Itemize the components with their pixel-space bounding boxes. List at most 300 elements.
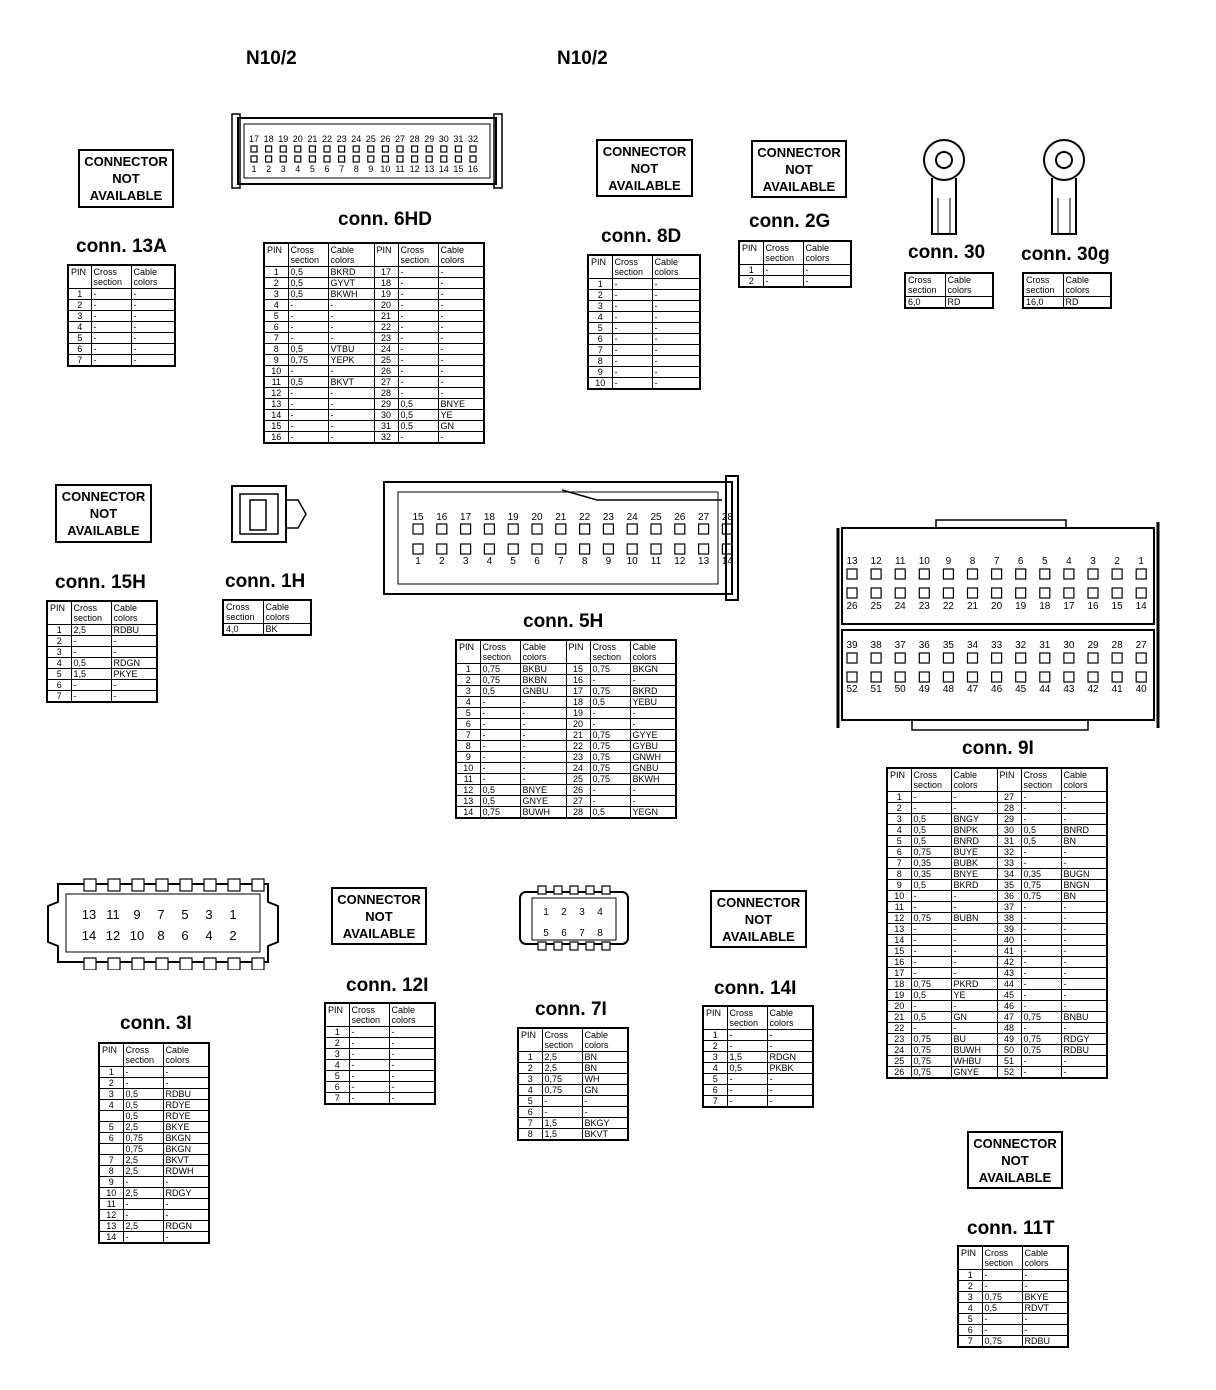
table-cell: -	[438, 366, 484, 377]
table-cell: 25	[374, 355, 398, 366]
pin-number-label: 12	[870, 556, 882, 567]
table-cell: -	[288, 410, 328, 421]
table-cell: -	[480, 774, 520, 785]
pin-cavity	[461, 544, 471, 554]
table-row	[887, 957, 1107, 968]
pin-number-label: 10	[918, 556, 930, 567]
table-row	[588, 367, 700, 378]
table-cell: -	[520, 741, 566, 752]
table-cell: -	[71, 680, 111, 691]
pin-number-label: 28	[409, 134, 420, 144]
table-cell: 0,5	[911, 990, 951, 1001]
col-header-pin: PIN	[566, 640, 590, 664]
table-row	[887, 858, 1107, 869]
table-cell	[99, 1111, 123, 1122]
table-cell: -	[1061, 935, 1107, 946]
pin-cavity	[919, 588, 929, 598]
table-row	[68, 344, 175, 355]
pin-number-label: 13	[698, 556, 710, 567]
table-cell: 0,5	[911, 880, 951, 891]
table-cell: 7	[958, 1336, 982, 1348]
table-cell: 29	[997, 814, 1021, 825]
table-cell: BKBU	[520, 664, 566, 675]
table-cell: -	[1021, 990, 1061, 1001]
pin-cavity	[441, 146, 447, 152]
table-row	[264, 432, 484, 444]
table-cell: 18	[566, 697, 590, 708]
table-cell: 0,75	[123, 1144, 163, 1155]
pin-cavity	[156, 958, 168, 970]
pin-number-label: 41	[1111, 684, 1123, 695]
table-cell: -	[1021, 924, 1061, 935]
table-cell: YEPK	[328, 355, 374, 366]
col-header-pin: PIN	[99, 1043, 123, 1067]
table-cell: 0,75	[480, 675, 520, 686]
table-row	[99, 1067, 209, 1078]
pin-table-3I	[98, 1042, 210, 1244]
table-cell: 7	[887, 858, 911, 869]
table-cell: 0,75	[590, 730, 630, 741]
table-cell: 24	[566, 763, 590, 774]
table-cell: RD	[945, 297, 993, 309]
table-cell: -	[71, 691, 111, 703]
table-cell: 38	[997, 913, 1021, 924]
title-9I: conn. 9I	[962, 738, 1034, 759]
table-cell: 2	[958, 1281, 982, 1292]
pin-number-label: 2	[266, 164, 272, 174]
col-header-colors: Cable colors	[1063, 273, 1111, 297]
pin-cavity	[470, 146, 476, 152]
pin-number-label: 36	[918, 640, 930, 651]
pin-cavity	[943, 672, 953, 682]
table-cell: 5	[518, 1096, 542, 1107]
pin-cavity	[992, 672, 1002, 682]
table-cell: -	[652, 334, 700, 345]
table-cell: -	[1061, 1056, 1107, 1067]
col-header-cross: Cross section	[982, 1246, 1022, 1270]
col-header-cross: Cross section	[911, 768, 951, 792]
table-cell: -	[163, 1078, 209, 1089]
pin-cavity	[603, 544, 613, 554]
table-cell: 19	[566, 708, 590, 719]
pin-number-label: 7	[579, 928, 585, 939]
table-cell: -	[288, 322, 328, 333]
col-header-pin: PIN	[325, 1003, 349, 1027]
table-cell: 1	[588, 279, 612, 290]
table-cell: -	[480, 752, 520, 763]
pin-cavity	[228, 958, 240, 970]
table-cell: -	[131, 311, 175, 322]
table-cell: -	[612, 312, 652, 323]
pin-cavity	[651, 524, 661, 534]
table-row	[99, 1188, 209, 1199]
pin-cavity	[437, 544, 447, 554]
pin-number-label: 3	[462, 556, 469, 567]
table-row	[264, 410, 484, 421]
pin-cavity	[919, 569, 929, 579]
table-cell: 16	[264, 432, 288, 444]
table-cell: -	[767, 1085, 813, 1096]
table-cell: BNRD	[1061, 825, 1107, 836]
pin-cavity	[309, 156, 315, 162]
table-cell: -	[398, 267, 438, 278]
table-cell: 4	[47, 658, 71, 669]
table-cell: 29	[374, 399, 398, 410]
table-cell: 10	[456, 763, 480, 774]
pin-cavity	[339, 156, 345, 162]
table-row	[456, 686, 676, 697]
table-cell: -	[951, 891, 997, 902]
table-cell: -	[612, 290, 652, 301]
pin-cavity	[895, 569, 905, 579]
table-cell: 0,75	[911, 979, 951, 990]
table-cell: 4	[958, 1303, 982, 1314]
table-cell: 1	[703, 1030, 727, 1041]
table-cell: 26	[566, 785, 590, 796]
table-cell: -	[438, 388, 484, 399]
table-cell: -	[328, 421, 374, 432]
table-cell: 6	[456, 719, 480, 730]
pin-table	[738, 240, 852, 288]
table-row	[99, 1078, 209, 1089]
table-row	[1023, 297, 1111, 309]
pin-number-label: 29	[424, 134, 435, 144]
table-cell: 15	[566, 664, 590, 675]
table-cell: BUBK	[951, 858, 997, 869]
pin-cavity	[1016, 653, 1026, 663]
pin-number-label: 11	[650, 556, 662, 567]
pin-cavity	[968, 588, 978, 598]
pin-number-label: 15	[1111, 601, 1123, 612]
table-cell: BNRD	[951, 836, 997, 847]
pin-table-11T	[957, 1245, 1069, 1348]
table-cell: 0,75	[1021, 1034, 1061, 1045]
table-row	[99, 1144, 209, 1155]
pin-cavity	[252, 958, 264, 970]
table-cell: -	[288, 366, 328, 377]
table-cell: 48	[997, 1023, 1021, 1034]
table-row	[703, 1063, 813, 1074]
table-cell: -	[612, 345, 652, 356]
table-cell: 0,75	[1021, 1012, 1061, 1023]
table-row	[47, 658, 157, 669]
pin-number-label: 12	[409, 164, 420, 174]
table-cell: -	[911, 957, 951, 968]
table-cell: -	[131, 322, 175, 333]
table-cell: GYYE	[630, 730, 676, 741]
table-cell: 0,75	[288, 355, 328, 366]
table-cell: -	[389, 1060, 435, 1071]
table-cell: GN	[582, 1085, 628, 1096]
pin-cavity	[382, 156, 388, 162]
table-cell: RDGN	[111, 658, 157, 669]
table-cell: 9	[99, 1177, 123, 1188]
table-row	[264, 388, 484, 399]
pin-number-label: 5	[1042, 556, 1048, 567]
pin-cavity	[992, 569, 1002, 579]
title-1H: conn. 1H	[225, 571, 306, 592]
table-cell: -	[389, 1082, 435, 1093]
table-cell: -	[652, 290, 700, 301]
table-cell: -	[480, 730, 520, 741]
table-cell: -	[951, 968, 997, 979]
title-15H: conn. 15H	[55, 572, 146, 593]
pin-number-label: 10	[129, 928, 145, 943]
pin-number-label: 23	[918, 601, 930, 612]
table-cell: 0,5	[727, 1063, 767, 1074]
table-cell: -	[612, 356, 652, 367]
pin-number-label: 43	[1063, 684, 1075, 695]
pin-number-label: 5	[543, 928, 549, 939]
connector-not-available-15H: CONNECTOR NOT AVAILABLE	[55, 484, 152, 543]
table-cell: -	[91, 289, 131, 300]
pin-cavity	[627, 524, 637, 534]
table-cell: -	[630, 675, 676, 686]
pin-cavity	[586, 942, 594, 950]
table-cell: 7	[99, 1155, 123, 1166]
pin-number-label: 34	[966, 640, 979, 651]
pin-cavity	[132, 958, 144, 970]
table-cell: -	[1021, 968, 1061, 979]
table-row	[958, 1303, 1068, 1314]
table-row	[518, 1096, 628, 1107]
table-row	[456, 774, 676, 785]
pin-table	[904, 272, 994, 309]
table-row	[264, 311, 484, 322]
pin-number-label: 31	[1039, 640, 1051, 651]
pin-number-label: 40	[1135, 684, 1147, 695]
table-cell: GNYE	[951, 1067, 997, 1079]
table-cell: 2,5	[542, 1052, 582, 1063]
table-cell: 4	[887, 825, 911, 836]
table-cell: -	[389, 1071, 435, 1082]
table-cell: -	[520, 763, 566, 774]
table-row	[588, 334, 700, 345]
table-cell: 0,75	[982, 1292, 1022, 1303]
table-cell: -	[349, 1093, 389, 1105]
pin-cavity	[252, 879, 264, 891]
table-cell: 32	[374, 432, 398, 444]
table-cell: -	[1021, 957, 1061, 968]
pin-cavity	[943, 653, 953, 663]
table-cell: 26	[374, 366, 398, 377]
table-cell: 49	[997, 1034, 1021, 1045]
pin-cavity	[1136, 569, 1146, 579]
table-cell: 0,75	[911, 1056, 951, 1067]
table-cell: -	[91, 311, 131, 322]
table-cell: -	[911, 968, 951, 979]
table-cell: -	[767, 1096, 813, 1108]
table-cell: -	[91, 300, 131, 311]
col-header-colors: Cable colors	[951, 768, 997, 792]
table-cell: -	[1021, 803, 1061, 814]
table-cell: -	[951, 1001, 997, 1012]
table-cell: -	[951, 1023, 997, 1034]
table-cell: RDBU	[1061, 1045, 1107, 1056]
pin-number-label: 48	[942, 684, 954, 695]
table-row	[887, 913, 1107, 924]
table-cell: 0,5	[288, 377, 328, 388]
connector-30g-ring-terminal	[1038, 138, 1090, 238]
pin-number-label: 9	[133, 907, 141, 922]
table-cell: -	[398, 311, 438, 322]
table-cell: 0,35	[911, 869, 951, 880]
table-cell: 0,75	[590, 774, 630, 785]
pin-table	[67, 264, 176, 367]
table-cell: -	[389, 1093, 435, 1105]
table-cell: -	[123, 1078, 163, 1089]
table-row	[99, 1100, 209, 1111]
table-cell: -	[111, 636, 157, 647]
pin-cavity	[992, 588, 1002, 598]
pin-number-label: 16	[436, 512, 448, 523]
table-cell: 1,5	[71, 669, 111, 680]
pin-number-label: 11	[895, 556, 906, 567]
pin-cavity	[580, 524, 590, 534]
table-cell: 7	[68, 355, 91, 367]
pin-table-30g	[1022, 272, 1112, 309]
table-cell: 2,5	[123, 1166, 163, 1177]
table-cell: 17	[374, 267, 398, 278]
col-header-colors: Cable colors	[163, 1043, 209, 1067]
col-header-colors: Cable colors	[328, 243, 374, 267]
table-row	[264, 344, 484, 355]
table-cell: 31	[374, 421, 398, 432]
pin-cavity	[1016, 588, 1026, 598]
table-row	[99, 1221, 209, 1232]
table-cell: 3	[68, 311, 91, 322]
title-12I: conn. 12I	[346, 975, 429, 996]
pin-cavity	[895, 672, 905, 682]
pin-cavity	[1016, 569, 1026, 579]
pin-number-label: 3	[1090, 556, 1096, 567]
table-row	[99, 1133, 209, 1144]
pin-cavity	[675, 544, 685, 554]
table-cell: 22	[566, 741, 590, 752]
col-header-pin: PIN	[374, 243, 398, 267]
table-cell: 8	[99, 1166, 123, 1177]
table-row	[887, 1001, 1107, 1012]
table-row	[68, 289, 175, 300]
table-row	[887, 891, 1107, 902]
pin-table	[263, 242, 485, 444]
table-cell: 23	[374, 333, 398, 344]
table-cell: 6	[958, 1325, 982, 1336]
table-cell: 4	[456, 697, 480, 708]
col-header-cross: Cross section	[223, 600, 263, 624]
pin-number-label: 13	[424, 164, 435, 174]
pin-cavity	[1088, 672, 1098, 682]
col-header-pin: PIN	[887, 768, 911, 792]
table-cell: 6	[588, 334, 612, 345]
table-cell: -	[91, 322, 131, 333]
table-cell: GNBU	[630, 763, 676, 774]
table-cell: -	[480, 719, 520, 730]
pin-cavity	[324, 156, 330, 162]
pin-cavity	[602, 886, 610, 894]
pin-number-label: 20	[991, 601, 1003, 612]
pin-number-label: 5	[510, 556, 516, 567]
col-header-cross: Cross section	[91, 265, 131, 289]
pin-table	[517, 1027, 629, 1141]
pin-number-label: 32	[1015, 640, 1027, 651]
pin-cavity	[413, 524, 423, 534]
connector-30-ring-terminal	[918, 138, 970, 238]
table-cell: -	[982, 1325, 1022, 1336]
pin-cavity	[251, 146, 257, 152]
table-cell: YE	[951, 990, 997, 1001]
table-row	[456, 741, 676, 752]
table-cell: 14	[456, 807, 480, 819]
table-cell: BNYE	[438, 399, 484, 410]
pin-number-label: 22	[579, 512, 591, 523]
table-cell: BKGN	[163, 1133, 209, 1144]
table-cell: -	[111, 680, 157, 691]
table-cell: 2	[47, 636, 71, 647]
table-row	[958, 1314, 1068, 1325]
pin-cavity	[968, 653, 978, 663]
table-row	[264, 278, 484, 289]
table-cell: -	[1021, 913, 1061, 924]
pin-number-label: 52	[846, 684, 858, 695]
table-cell: -	[520, 730, 566, 741]
table-cell: 28	[566, 807, 590, 819]
table-cell: 21	[887, 1012, 911, 1023]
table-cell: 0,5	[480, 686, 520, 697]
pin-number-label: 45	[1015, 684, 1027, 695]
table-row	[887, 1067, 1107, 1079]
table-cell: 1,5	[727, 1052, 767, 1063]
table-row	[887, 880, 1107, 891]
col-header-cross: Cross section	[905, 273, 945, 297]
pin-number-label: 2	[561, 907, 567, 918]
table-cell: 11	[887, 902, 911, 913]
table-cell: 2	[588, 290, 612, 301]
pin-cavity	[266, 146, 272, 152]
table-cell: RDBU	[111, 625, 157, 636]
pin-number-label: 25	[365, 134, 376, 144]
table-cell: -	[767, 1074, 813, 1085]
table-row	[958, 1270, 1068, 1281]
table-row	[887, 836, 1107, 847]
table-cell: -	[951, 946, 997, 957]
table-row	[887, 990, 1107, 1001]
table-cell: -	[123, 1177, 163, 1188]
connector-not-available-8D: CONNECTOR NOT AVAILABLE	[596, 139, 693, 197]
table-row	[325, 1027, 435, 1038]
table-cell: 3	[47, 647, 71, 658]
table-row	[264, 300, 484, 311]
pin-cavity	[280, 156, 286, 162]
col-header-colors: Cable colors	[263, 600, 311, 624]
table-cell: -	[163, 1232, 209, 1244]
title-30g: conn. 30g	[1021, 244, 1110, 265]
pin-number-label: 7	[339, 164, 345, 174]
col-header-colors: Cable colors	[438, 243, 484, 267]
table-row	[905, 297, 993, 309]
table-cell: 4	[703, 1063, 727, 1074]
table-row	[325, 1093, 435, 1105]
col-header-pin: PIN	[739, 241, 763, 265]
table-cell: -	[911, 891, 951, 902]
pin-cavity	[1040, 672, 1050, 682]
pin-cavity	[943, 569, 953, 579]
table-cell: 41	[997, 946, 1021, 957]
table-cell: 0,75	[982, 1336, 1022, 1348]
table-cell: RDGN	[163, 1221, 209, 1232]
table-cell: -	[438, 333, 484, 344]
pin-number-label: 3	[579, 907, 585, 918]
